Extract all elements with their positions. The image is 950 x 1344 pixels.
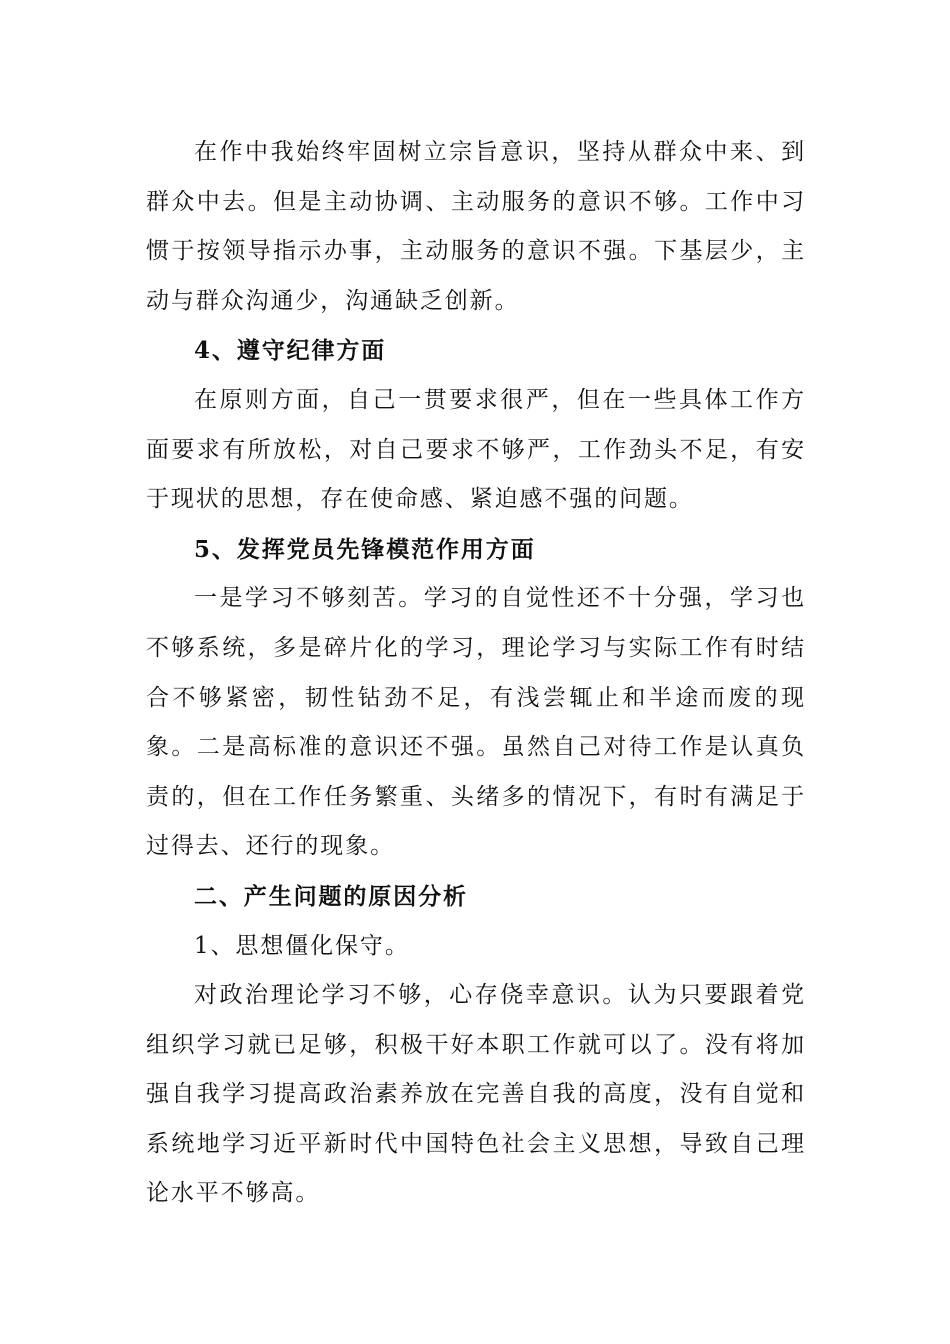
section-heading-cause-analysis: 二、产生问题的原因分析 bbox=[194, 882, 468, 910]
item-rigid-thinking: 1、思想僵化保守。 bbox=[194, 932, 410, 959]
paragraph-vanguard-role: 一是学习不够刻苦。学习的自觉性还不十分强，学习也不够系统，多是碎片化的学习，理论学习与实际工作有时结合不够紧密，韧性钻劲不足，有浅尝辄止和半途而废的现象。二是高标准的意识还不强。虽然自己对待工作是认真负责的，但在工作任务繁重、头绪多的情况下，有时有满足于过得去、还行的现象。 bbox=[146, 585, 806, 860]
paragraph-service-awareness: 在作中我始终牢固树立宗旨意识，坚持从群众中来、到群众中去。但是主动协调、主动服务的意识不够。工作中习惯于按领导指示办事，主动服务的意识不强。下基层少，主动与群众沟通少，沟通缺乏创新。 bbox=[146, 139, 806, 314]
paragraph-discipline: 在原则方面，自己一贯要求很严，但在一些具体工作方面要求有所放松，对自己要求不够严，工作劲头不足，有安于现状的思想，存在使命感、紧迫感不强的问题。 bbox=[146, 386, 806, 513]
heading-vanguard-role: 5、发挥党员先锋模范作用方面 bbox=[194, 535, 536, 563]
document-body bbox=[146, 128, 806, 1219]
heading-discipline: 4、遵守纪律方面 bbox=[194, 337, 387, 365]
paragraph-political-study: 对政治理论学习不够，心存侥幸意识。认为只要跟着党组织学习就已足够，积极干好本职工作就可以了。没有将加强自我学习提高政治素养放在完善自我的高度，没有自觉和系统地学习近平新时代中国特色社会主义思想，导致自己理论水平不够高。 bbox=[146, 982, 806, 1207]
